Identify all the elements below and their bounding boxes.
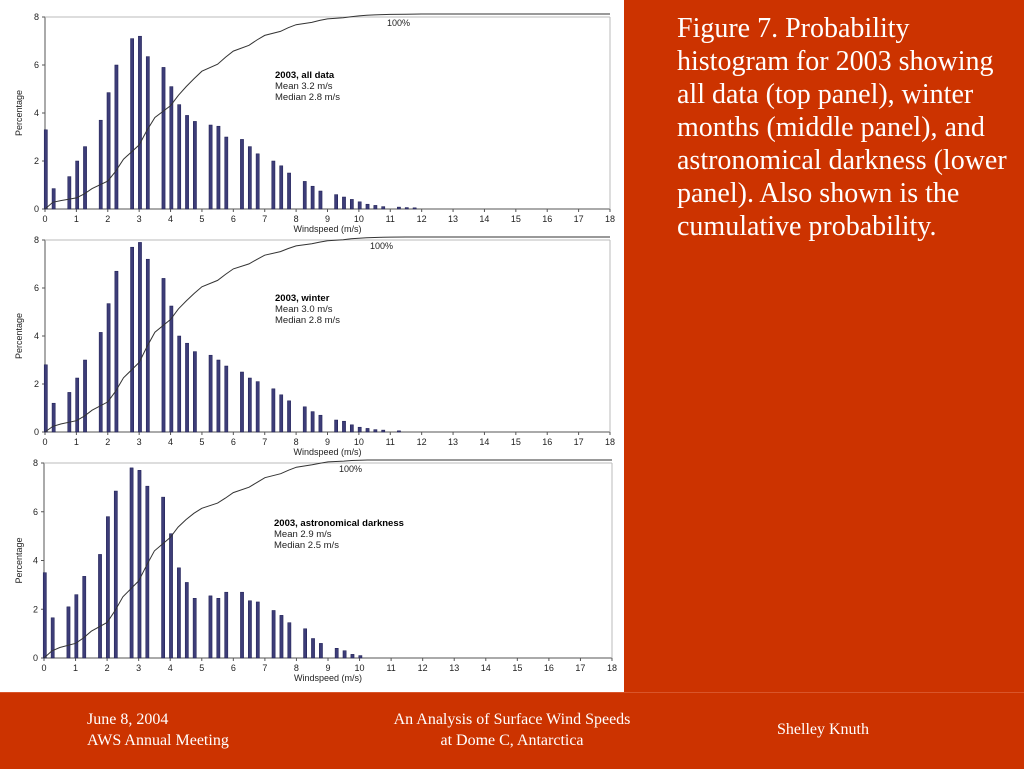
histogram-bar: [256, 154, 259, 209]
median-label: Median 2.5 m/s: [274, 540, 339, 551]
footer-center: [352, 709, 672, 751]
histogram-bar: [185, 343, 188, 432]
histogram-bar: [185, 115, 188, 209]
x-tick-label: 9: [324, 214, 331, 224]
histogram-bar: [366, 428, 369, 432]
x-tick-label: 8: [293, 214, 299, 224]
x-tick-label: 16: [542, 214, 553, 224]
y-tick-label: 6: [32, 506, 38, 517]
histogram-bar: [162, 278, 165, 432]
histogram-bar: [83, 576, 86, 658]
x-tick-label: 12: [416, 214, 427, 224]
x-tick-label: 13: [448, 437, 459, 447]
y-tick-label: 6: [33, 60, 39, 70]
histogram-bar: [130, 468, 133, 658]
histogram-bar: [272, 161, 275, 209]
x-tick-label: 4: [167, 663, 173, 673]
x-tick-label: 10: [353, 214, 364, 224]
histogram-bar: [217, 598, 220, 658]
histogram-bar: [99, 120, 102, 209]
x-tick-label: 16: [543, 663, 554, 673]
histogram-bar: [303, 181, 306, 209]
histogram-bar: [288, 623, 291, 658]
histogram-bar: [343, 651, 346, 658]
x-tick-label: 5: [199, 437, 205, 447]
histogram-bar: [397, 207, 400, 209]
footer: [0, 692, 1024, 769]
x-tick-label: 13: [449, 663, 460, 673]
footer-meeting: AWS Annual Meeting: [87, 732, 229, 749]
histogram-bar: [225, 137, 228, 209]
cumulative-line: [44, 460, 612, 658]
x-tick-label: 0: [42, 437, 48, 447]
x-tick-label: 15: [512, 663, 523, 673]
histogram-bar: [280, 395, 283, 432]
histogram-bar: [350, 199, 353, 209]
histogram-bar: [272, 389, 275, 432]
histogram-bar: [225, 366, 228, 432]
histogram-bar: [287, 401, 290, 432]
histogram-bar: [177, 568, 180, 658]
mean-label: Mean 2.9 m/s: [274, 529, 332, 540]
histogram-bar: [272, 610, 275, 658]
histogram-bar: [170, 306, 173, 432]
mean-label: Mean 3.0 m/s: [275, 304, 333, 315]
y-tick-label: 8: [32, 458, 38, 468]
x-tick-label: 12: [416, 437, 427, 447]
panel-title: 2003, winter: [275, 293, 330, 304]
footer-left: [87, 709, 229, 751]
histogram-bar: [75, 595, 78, 658]
histogram-bar: [185, 582, 188, 658]
histogram-bar: [311, 639, 314, 659]
footer-author: Shelley Knuth: [777, 721, 869, 738]
histogram-bar: [115, 271, 118, 432]
x-tick-label: 8: [293, 437, 299, 447]
x-axis-label: Windspeed (m/s): [293, 224, 362, 234]
y-tick-label: 4: [33, 108, 39, 118]
y-tick-label: 2: [33, 156, 39, 166]
histogram-bar: [178, 336, 181, 432]
x-axis-label: Windspeed (m/s): [293, 673, 363, 683]
histogram-bar: [351, 654, 354, 658]
histogram-bar: [209, 125, 212, 209]
y-tick-label: 4: [32, 555, 38, 566]
x-tick-label: 4: [168, 437, 174, 447]
histogram-bar: [43, 573, 46, 658]
x-tick-label: 3: [136, 663, 142, 673]
histogram-bar: [83, 147, 86, 209]
histogram-bar: [107, 304, 110, 432]
x-tick-label: 17: [573, 437, 584, 447]
cumulative-line: [45, 14, 610, 209]
histogram-bar: [311, 412, 314, 432]
histogram-bar: [248, 601, 251, 658]
cumulative-label: 100%: [387, 18, 411, 28]
histogram-bar: [280, 615, 283, 658]
panel-title: 2003, astronomical darkness: [274, 518, 404, 529]
histogram-bar: [311, 186, 314, 209]
x-tick-label: 2: [105, 437, 111, 447]
histogram-bar: [303, 407, 306, 432]
histogram-bar: [342, 197, 345, 209]
histogram-bar: [44, 365, 47, 432]
histogram-bar: [342, 421, 345, 432]
histogram-bar: [397, 431, 400, 432]
histogram-bar: [256, 382, 259, 432]
y-axis-label: Percentage: [14, 537, 24, 584]
histogram-bar: [335, 420, 338, 432]
histogram-bar: [106, 517, 109, 658]
x-tick-label: 17: [573, 214, 584, 224]
y-tick-label: 2: [33, 379, 39, 389]
footer-title-line1: An Analysis of Surface Wind Speeds: [393, 711, 631, 728]
x-tick-label: 11: [386, 663, 396, 673]
y-tick-label: 6: [33, 283, 39, 293]
histogram-bar: [107, 93, 110, 209]
histogram-bar: [248, 378, 251, 432]
histogram-bar: [248, 147, 251, 209]
histogram-bar: [359, 656, 362, 658]
panel-title: 2003, all data: [275, 70, 335, 81]
histogram-bar: [146, 57, 149, 209]
x-tick-label: 6: [230, 663, 236, 673]
x-tick-label: 14: [480, 663, 491, 673]
y-tick-label: 0: [33, 204, 39, 214]
x-tick-label: 4: [168, 214, 174, 224]
histogram-bar: [413, 208, 416, 209]
histogram-bar: [319, 643, 322, 658]
x-tick-label: 11: [385, 214, 395, 224]
x-tick-label: 9: [325, 663, 331, 673]
histogram-bar: [169, 534, 172, 658]
x-tick-label: 18: [604, 437, 616, 447]
x-tick-label: 13: [448, 214, 459, 224]
histogram-bar: [405, 208, 408, 209]
y-axis-label: Percentage: [14, 312, 24, 360]
x-tick-label: 2: [104, 663, 110, 673]
histogram-bar: [225, 592, 228, 658]
histogram-bar: [240, 592, 243, 658]
histogram-bar: [114, 491, 117, 658]
median-label: Median 2.8 m/s: [275, 315, 340, 326]
histogram-bar: [366, 204, 369, 209]
histogram-bar: [162, 497, 165, 658]
histogram-bar: [217, 126, 220, 209]
x-tick-label: 14: [479, 214, 490, 224]
histogram-bar: [374, 430, 377, 432]
histogram-bar: [68, 392, 71, 432]
histogram-bar: [76, 161, 79, 209]
x-tick-label: 15: [510, 437, 521, 447]
histogram-bar: [287, 173, 290, 209]
histogram-bar: [115, 65, 118, 209]
histogram-bar: [209, 355, 212, 432]
cumulative-line: [45, 237, 610, 432]
histogram-bar: [83, 360, 86, 432]
histogram-bar: [217, 360, 220, 432]
x-tick-label: 5: [199, 214, 205, 224]
y-tick-label: 8: [33, 12, 39, 22]
x-tick-label: 10: [353, 437, 364, 447]
x-tick-label: 8: [293, 663, 299, 673]
histogram-bar: [280, 166, 283, 209]
histogram-bar: [52, 189, 55, 209]
x-tick-label: 16: [542, 437, 553, 447]
histogram-bar: [138, 242, 141, 432]
y-tick-label: 8: [33, 235, 39, 245]
histogram-bar: [335, 195, 338, 209]
histogram-bar: [68, 177, 71, 209]
x-tick-label: 17: [575, 663, 586, 673]
y-tick-label: 0: [32, 653, 38, 663]
x-tick-label: 1: [73, 437, 79, 447]
histogram-bar: [98, 554, 101, 658]
histogram-bar: [240, 372, 243, 432]
x-tick-label: 15: [510, 214, 521, 224]
x-tick-label: 6: [230, 214, 236, 224]
x-tick-label: 5: [199, 663, 205, 673]
x-tick-label: 0: [41, 663, 47, 673]
x-tick-label: 1: [73, 214, 79, 224]
histogram-bar: [193, 352, 196, 432]
histogram-bar: [76, 378, 79, 432]
x-tick-label: 10: [354, 663, 365, 673]
histogram-bar: [358, 427, 361, 432]
histogram-bar: [131, 39, 134, 209]
histogram-bar: [382, 207, 385, 209]
mean-label: Mean 3.2 m/s: [275, 81, 333, 92]
figure-caption: Figure 7. Probability histogram for 2003 showing all data (top panel), winter months (middle panel), and astronomical darkness (lower panel). Also shown is the cumulative probability.: [677, 13, 1007, 242]
x-tick-label: 1: [73, 663, 79, 673]
histogram-bar: [335, 648, 338, 658]
x-axis-label: Windspeed (m/s): [293, 447, 362, 457]
y-tick-label: 0: [33, 427, 39, 437]
x-tick-label: 7: [262, 214, 268, 224]
histogram-bar: [240, 139, 243, 209]
x-tick-label: 12: [417, 663, 428, 673]
y-axis-label: Percentage: [14, 89, 24, 137]
histogram-bar: [162, 67, 165, 209]
x-tick-label: 0: [42, 214, 48, 224]
histogram-bar: [131, 247, 134, 432]
histogram-bar: [319, 415, 322, 432]
y-tick-label: 4: [33, 331, 39, 341]
histogram-bar: [256, 602, 259, 658]
x-tick-label: 18: [606, 663, 618, 673]
x-tick-label: 3: [136, 214, 142, 224]
histogram-bar: [304, 629, 307, 658]
footer-title-line2: at Dome C, Antarctica: [440, 732, 584, 749]
cumulative-label: 100%: [339, 464, 363, 474]
histogram-bar: [350, 425, 353, 432]
footer-date: June 8, 2004: [87, 711, 169, 728]
histogram-bar: [178, 105, 181, 209]
histogram-bar: [138, 36, 141, 209]
x-tick-label: 14: [479, 437, 490, 447]
histogram-bar: [99, 332, 102, 432]
histogram-bar: [193, 121, 196, 209]
histogram-bar: [209, 596, 212, 658]
histogram-bar: [193, 598, 196, 658]
histogram-bar: [146, 486, 149, 658]
x-tick-label: 2: [105, 214, 111, 224]
histogram-bar: [138, 470, 141, 658]
x-tick-label: 7: [262, 437, 268, 447]
x-tick-label: 11: [385, 437, 395, 447]
histogram-bar: [374, 205, 377, 209]
histogram-bar: [52, 403, 55, 432]
cumulative-label: 100%: [370, 241, 394, 251]
histogram-bar: [67, 607, 70, 658]
histogram-bar: [358, 202, 361, 209]
x-tick-label: 6: [230, 437, 236, 447]
x-tick-label: 9: [324, 437, 331, 447]
histogram-bar: [382, 430, 385, 432]
y-tick-label: 2: [32, 604, 38, 615]
histogram-bar: [44, 130, 47, 209]
histogram-bar: [51, 618, 54, 658]
histogram-bar: [319, 191, 322, 209]
x-tick-label: 3: [136, 437, 142, 447]
median-label: Median 2.8 m/s: [275, 92, 340, 103]
x-tick-label: 18: [604, 214, 616, 224]
x-tick-label: 7: [262, 663, 268, 673]
